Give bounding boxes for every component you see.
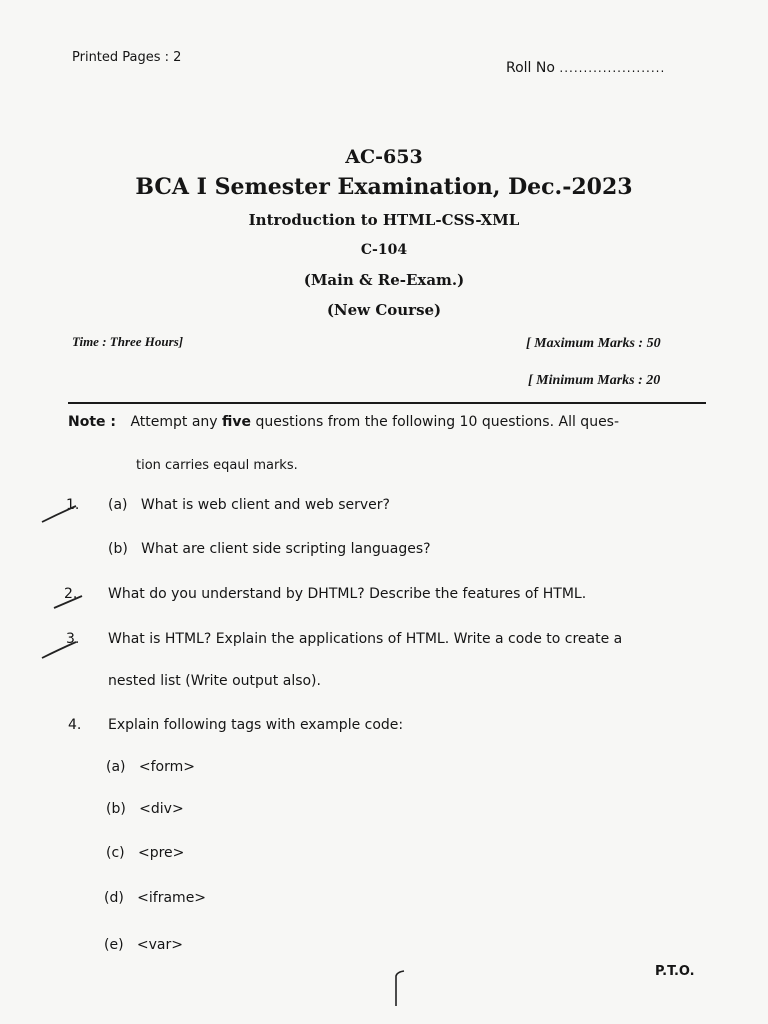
sub-label: (a) bbox=[108, 497, 128, 513]
question-1a bbox=[108, 497, 390, 513]
question-number: 4. bbox=[68, 717, 82, 733]
note-text-before: Attempt any bbox=[130, 414, 218, 430]
tag-text: <var> bbox=[136, 937, 183, 953]
please-turn-over: P.T.O. bbox=[655, 964, 695, 979]
tag-item bbox=[104, 937, 183, 953]
tag-text: <form> bbox=[138, 759, 195, 775]
tick-mark-icon bbox=[40, 636, 80, 662]
question-3-continued: nested list (Write output also). bbox=[108, 673, 321, 689]
maximum-marks: [ Maximum Marks : 50 bbox=[526, 336, 661, 351]
subject-title: Introduction to HTML-CSS-XML bbox=[248, 211, 520, 229]
tag-item bbox=[106, 759, 195, 775]
roll-no-label: Roll No bbox=[506, 60, 555, 76]
stray-mark-icon bbox=[388, 966, 412, 1010]
question-3: What is HTML? Explain the applications of HTML. Write a code to create a bbox=[108, 631, 623, 647]
question-1b bbox=[108, 541, 431, 557]
tag-text: <iframe> bbox=[137, 890, 207, 906]
question-4: Explain following tags with example code: bbox=[108, 717, 404, 733]
exam-time: Time : Three Hours] bbox=[72, 334, 184, 349]
tag-item bbox=[104, 890, 206, 906]
note-text-bold: five bbox=[222, 414, 252, 430]
question-number: 1. bbox=[66, 497, 80, 513]
tick-mark-icon bbox=[40, 500, 80, 526]
question-number: 2. bbox=[64, 586, 78, 602]
divider-rule bbox=[68, 402, 706, 404]
sub-label: (a) bbox=[106, 759, 126, 775]
minimum-marks: [ Minimum Marks : 20 bbox=[528, 373, 661, 388]
note-label: Note : bbox=[68, 414, 116, 430]
tick-mark-icon bbox=[52, 590, 86, 612]
instructions-note-continued: tion carries eqaul marks. bbox=[136, 458, 298, 473]
paper-code: AC-653 bbox=[345, 146, 423, 168]
sub-label: (d) bbox=[104, 890, 124, 906]
printed-pages: Printed Pages : 2 bbox=[72, 50, 182, 65]
tag-item bbox=[106, 845, 184, 861]
instructions-note bbox=[68, 414, 619, 430]
course-code: C-104 bbox=[360, 242, 408, 258]
question-number: 3. bbox=[66, 631, 80, 647]
roll-no-field bbox=[506, 60, 665, 76]
sub-label: (b) bbox=[106, 801, 126, 817]
question-2: What do you understand by DHTML? Describe the features of HTML. bbox=[108, 586, 587, 602]
tag-text: <div> bbox=[139, 801, 184, 817]
course-type: (New Course) bbox=[326, 301, 442, 319]
sub-label: (c) bbox=[106, 845, 125, 861]
tag-item bbox=[106, 801, 184, 817]
tag-text: <pre> bbox=[137, 845, 185, 861]
sub-label: (e) bbox=[104, 937, 124, 953]
question-text: What is web client and web server? bbox=[140, 497, 390, 513]
roll-no-dots: ...................... bbox=[559, 61, 666, 75]
note-text-after: questions from the following 10 questions. All ques- bbox=[255, 414, 620, 430]
exam-title: BCA I Semester Examination, Dec.-2023 bbox=[135, 174, 633, 200]
question-text: What are client side scripting languages? bbox=[141, 541, 431, 557]
exam-mode: (Main & Re-Exam.) bbox=[303, 271, 465, 289]
sub-label: (b) bbox=[108, 541, 128, 557]
